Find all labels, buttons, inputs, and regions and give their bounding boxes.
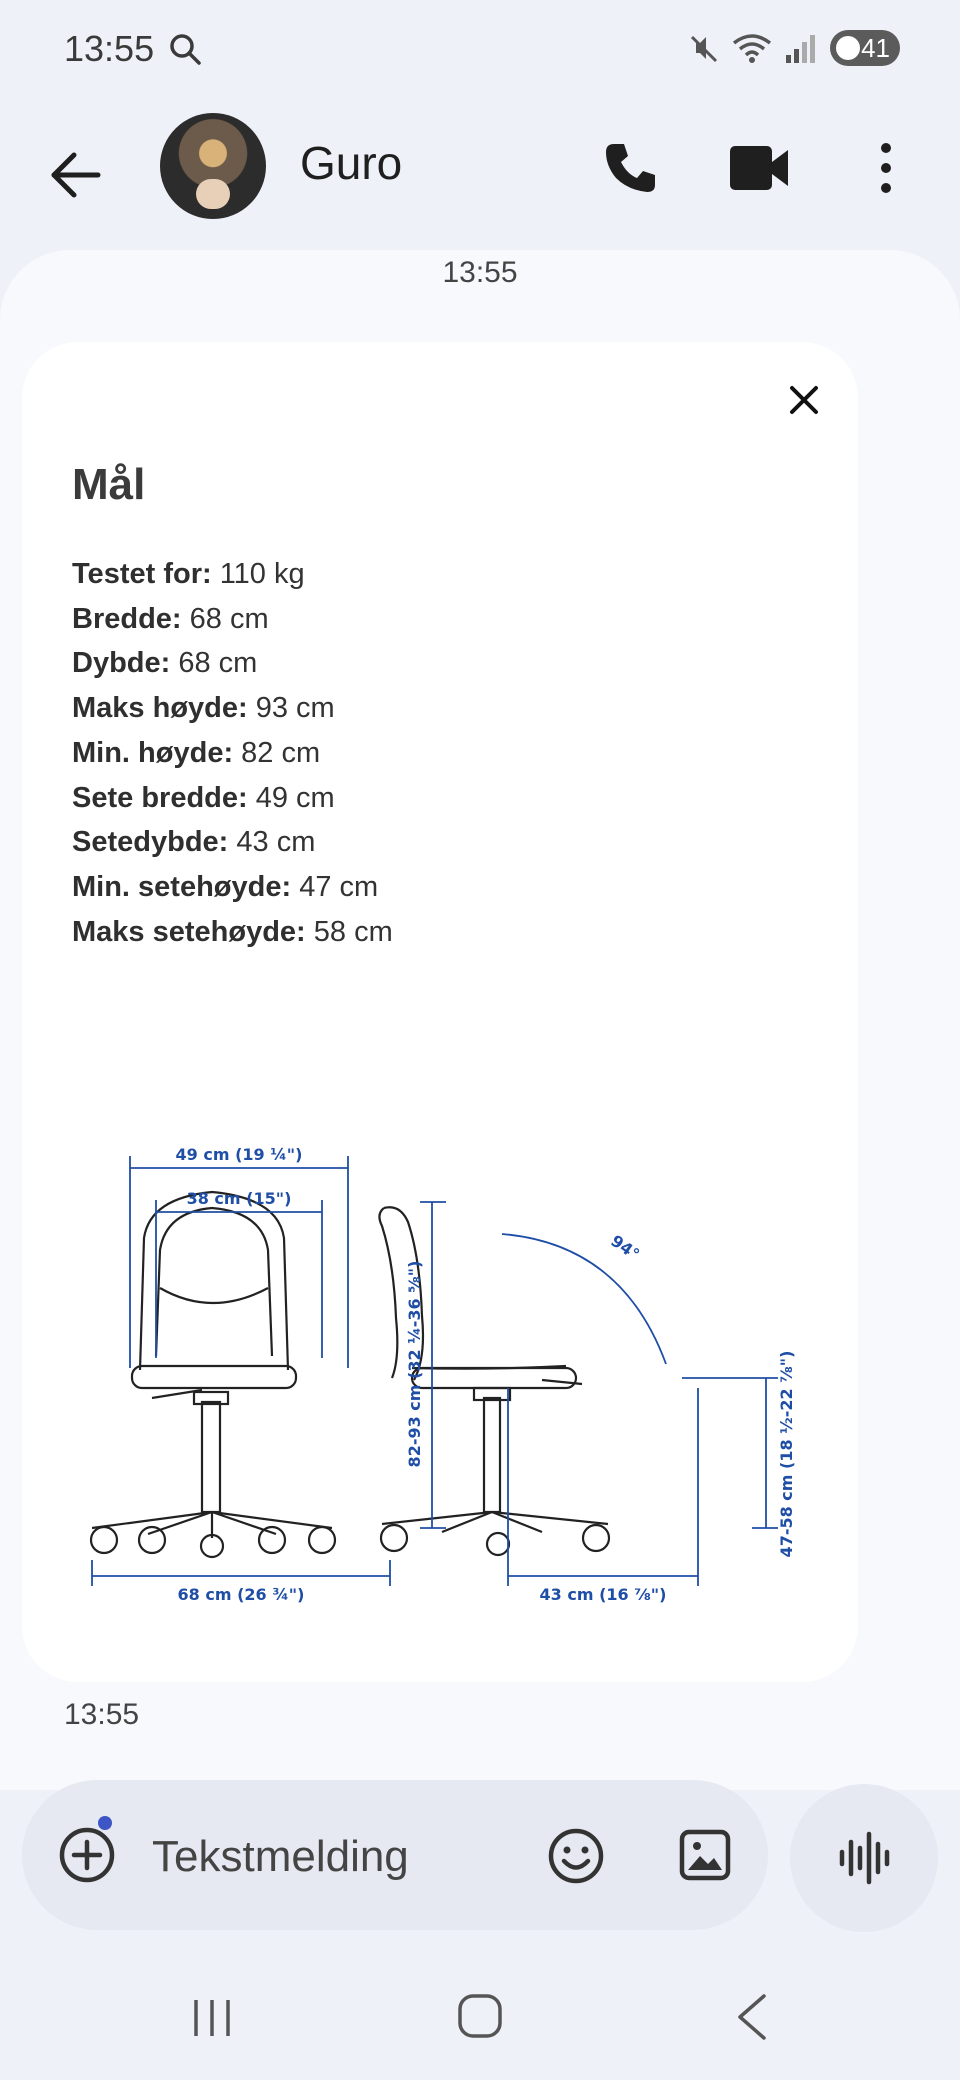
voice-record-button[interactable] [790, 1784, 938, 1932]
spec-row [72, 686, 393, 731]
card-title: Mål [72, 460, 146, 509]
contact-name[interactable]: Guro [300, 137, 403, 189]
spec-label: Maks høyde: [72, 692, 248, 725]
spec-row [72, 597, 393, 642]
spec-label: Min. høyde: [72, 736, 234, 769]
spec-value: 47 cm [291, 870, 379, 903]
message-composer [22, 1780, 768, 1930]
phone-icon[interactable] [600, 138, 660, 198]
spec-label: Testet for: [72, 558, 212, 590]
spec-label: Setedybde: [72, 826, 229, 859]
spec-label: Bredde: [72, 602, 182, 635]
avatar[interactable] [160, 113, 266, 219]
power-saving-icon [836, 36, 860, 60]
dimension-back-angle: 94° [607, 1231, 643, 1264]
status-time: 13:55 [64, 28, 155, 69]
spec-row [72, 776, 393, 821]
conversation-header [0, 100, 960, 250]
video-call-icon[interactable] [728, 140, 790, 196]
add-attachment-icon[interactable] [56, 1824, 118, 1886]
spec-value: 82 cm [233, 736, 321, 769]
back-arrow-icon[interactable] [44, 144, 106, 206]
status-bar [0, 0, 960, 100]
spec-value: 93 cm [247, 692, 335, 725]
nav-back-icon[interactable] [732, 1992, 770, 2042]
close-icon[interactable] [776, 372, 832, 428]
emoji-icon[interactable] [546, 1826, 606, 1886]
spec-value: 68 cm [170, 647, 258, 680]
gallery-icon[interactable] [678, 1828, 732, 1882]
spec-row [72, 641, 393, 686]
spec-label: Dybde: [72, 647, 171, 680]
spec-row [72, 910, 393, 955]
spec-row [72, 820, 393, 865]
spec-row [72, 552, 393, 597]
status-icons [686, 30, 900, 66]
wifi-icon [730, 31, 774, 65]
message-timestamp: 13:55 [442, 256, 518, 289]
image-message[interactable] [22, 342, 858, 1682]
message-timestamp: 13:55 [64, 1698, 140, 1731]
dimension-seat-depth: 43 cm (16 ⅞") [539, 1585, 667, 1604]
spec-row [72, 731, 393, 776]
home-icon[interactable] [456, 1992, 504, 2040]
spec-value: 49 cm [247, 781, 335, 814]
chair-front-view [91, 1192, 335, 1557]
battery-level: 41 [861, 32, 890, 63]
spec-value: 110 kg [211, 558, 305, 590]
system-navigation-bar [0, 1968, 960, 2080]
spec-value: 68 cm [181, 602, 269, 635]
spec-label: Min. setehøyde: [72, 870, 292, 903]
voice-wave-icon [834, 1828, 894, 1888]
message-input[interactable] [150, 1828, 534, 1886]
spec-label: Sete bredde: [72, 781, 248, 814]
spec-value: 58 cm [305, 915, 393, 948]
notification-dot [98, 1816, 112, 1830]
dimension-height-range: 82-93 cm (32 ¼-36 ⅝") [405, 1260, 424, 1468]
signal-icon [784, 31, 820, 65]
spec-row [72, 865, 393, 910]
dimension-back-width: 38 cm (15") [186, 1189, 292, 1208]
chair-dimension-diagram [22, 1088, 858, 1608]
more-options-icon[interactable] [868, 138, 904, 198]
recent-apps-icon[interactable] [190, 1996, 234, 2040]
dimension-seat-width: 49 cm (19 ¼") [175, 1145, 303, 1164]
spec-value: 43 cm [228, 826, 316, 859]
battery-indicator [830, 30, 900, 66]
mute-icon [686, 31, 720, 65]
spec-list [72, 552, 393, 954]
dimension-seat-height: 47-58 cm (18 ½-22 ⅞") [777, 1350, 796, 1558]
search-icon [168, 32, 202, 66]
spec-label: Maks setehøyde: [72, 915, 306, 948]
dimension-base-width: 68 cm (26 ¾") [177, 1585, 305, 1604]
avatar-photo [196, 179, 230, 209]
